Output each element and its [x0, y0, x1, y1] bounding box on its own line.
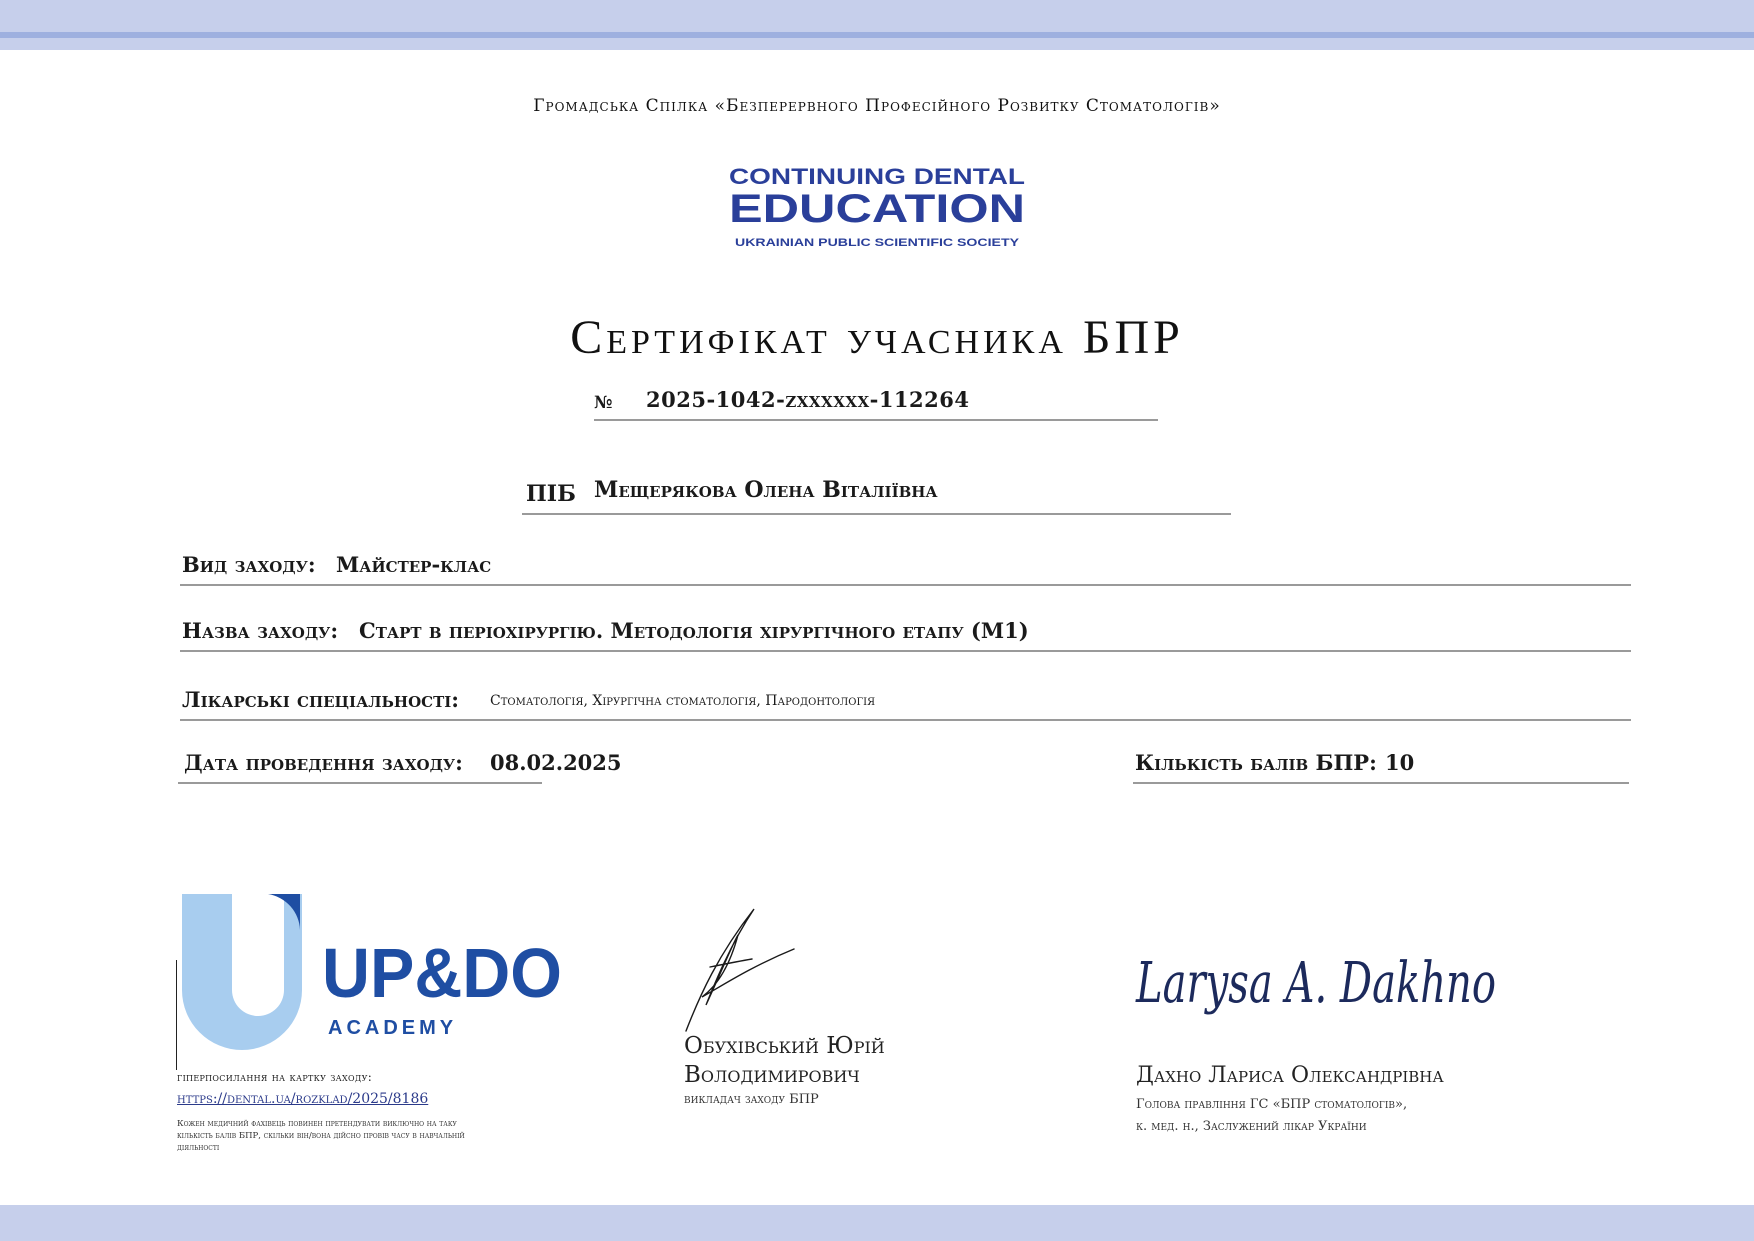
lecturer-signature — [680, 905, 800, 1037]
cpd-points-row — [1133, 748, 1629, 784]
head-name: Дахно Лариса Олександрівна — [1136, 1063, 1444, 1088]
cde-logo-line3: UKRAINIAN PUBLIC SCIENTIFIC SOCIETY — [735, 237, 1020, 249]
event-name-value: Старт в періохірургію. Методологія хірургічного етапу (M1) — [359, 618, 1029, 643]
participant-label: ПІБ — [526, 481, 576, 507]
top-band-stripe — [0, 32, 1754, 38]
event-card-link[interactable]: https://dental.ua/rozklad/2025/8186 — [177, 1091, 429, 1107]
certificate-number: 2025-1042-zxxxxxx-112264 — [646, 387, 970, 412]
event-date-value: 08.02.2025 — [490, 750, 622, 775]
vertical-rule — [176, 960, 177, 1070]
updo-academy-logo — [178, 890, 568, 1050]
bottom-band — [0, 1205, 1754, 1241]
cpd-points-value: 10 — [1385, 750, 1415, 775]
certificate-number-line — [594, 385, 1158, 421]
head-signature-text: Larysa A. Dakhno — [1135, 951, 1496, 1016]
top-band — [0, 0, 1754, 50]
organization-name: Громадська Спілка «Безперервного Професійного Розвитку Стоматологів» — [533, 96, 1221, 116]
certificate-title: Сертифікат учасника БПР — [570, 311, 1184, 364]
event-type-label: Вид заходу: — [182, 552, 316, 577]
cpd-points-label: Кількість балів БПР: — [1135, 750, 1377, 775]
link-label: гіперпосилання на картку заходу: — [177, 1070, 373, 1084]
event-date-row — [178, 748, 622, 784]
head-signature — [1126, 930, 1506, 1030]
participant-line — [522, 475, 1231, 515]
specialties-row — [180, 685, 1631, 721]
participant-name: Мещерякова Олена Віталіївна — [594, 477, 938, 503]
event-type-row — [180, 550, 1631, 586]
head-role-line2: к. мед. н., Заслужений лікар України — [1136, 1119, 1367, 1134]
lecturer-role: викладач заходу БПР — [684, 1092, 819, 1107]
lecturer-name — [684, 1032, 885, 1090]
event-name-row — [180, 616, 1631, 652]
lecturer-name-line1: Обухівський Юрій — [684, 1033, 885, 1059]
event-type-value: Майстер-клас — [336, 552, 492, 577]
head-role-line1: Голова правління ГС «БПР стоматологів», — [1136, 1097, 1408, 1112]
cde-logo-line1: CONTINUING DENTAL — [729, 164, 1025, 189]
cde-logo-line2: EDUCATION — [729, 187, 1025, 231]
head-role — [1136, 1094, 1407, 1138]
disclaimer-text: Кожен медичний фахівець повинен претендувати виключно на таку кількість балів БПР, скільки він/вона дійсно провів часу в навчальній діяльності — [177, 1119, 465, 1153]
updo-logo-text: UP&DO — [322, 934, 562, 1012]
event-name-label: Назва заходу: — [182, 618, 339, 643]
lecturer-name-line2: Володимирович — [684, 1062, 860, 1088]
specialties-label: Лікарські спеціальності: — [182, 687, 460, 712]
number-sign: № — [594, 393, 613, 413]
specialties-value: Стоматологія, Хірургічна стоматологія, Пародонтологія — [490, 693, 876, 709]
updo-logo-sub: ACADEMY — [328, 1017, 458, 1039]
event-date-label: Дата проведення заходу: — [184, 750, 463, 775]
cde-logo — [724, 162, 1030, 252]
